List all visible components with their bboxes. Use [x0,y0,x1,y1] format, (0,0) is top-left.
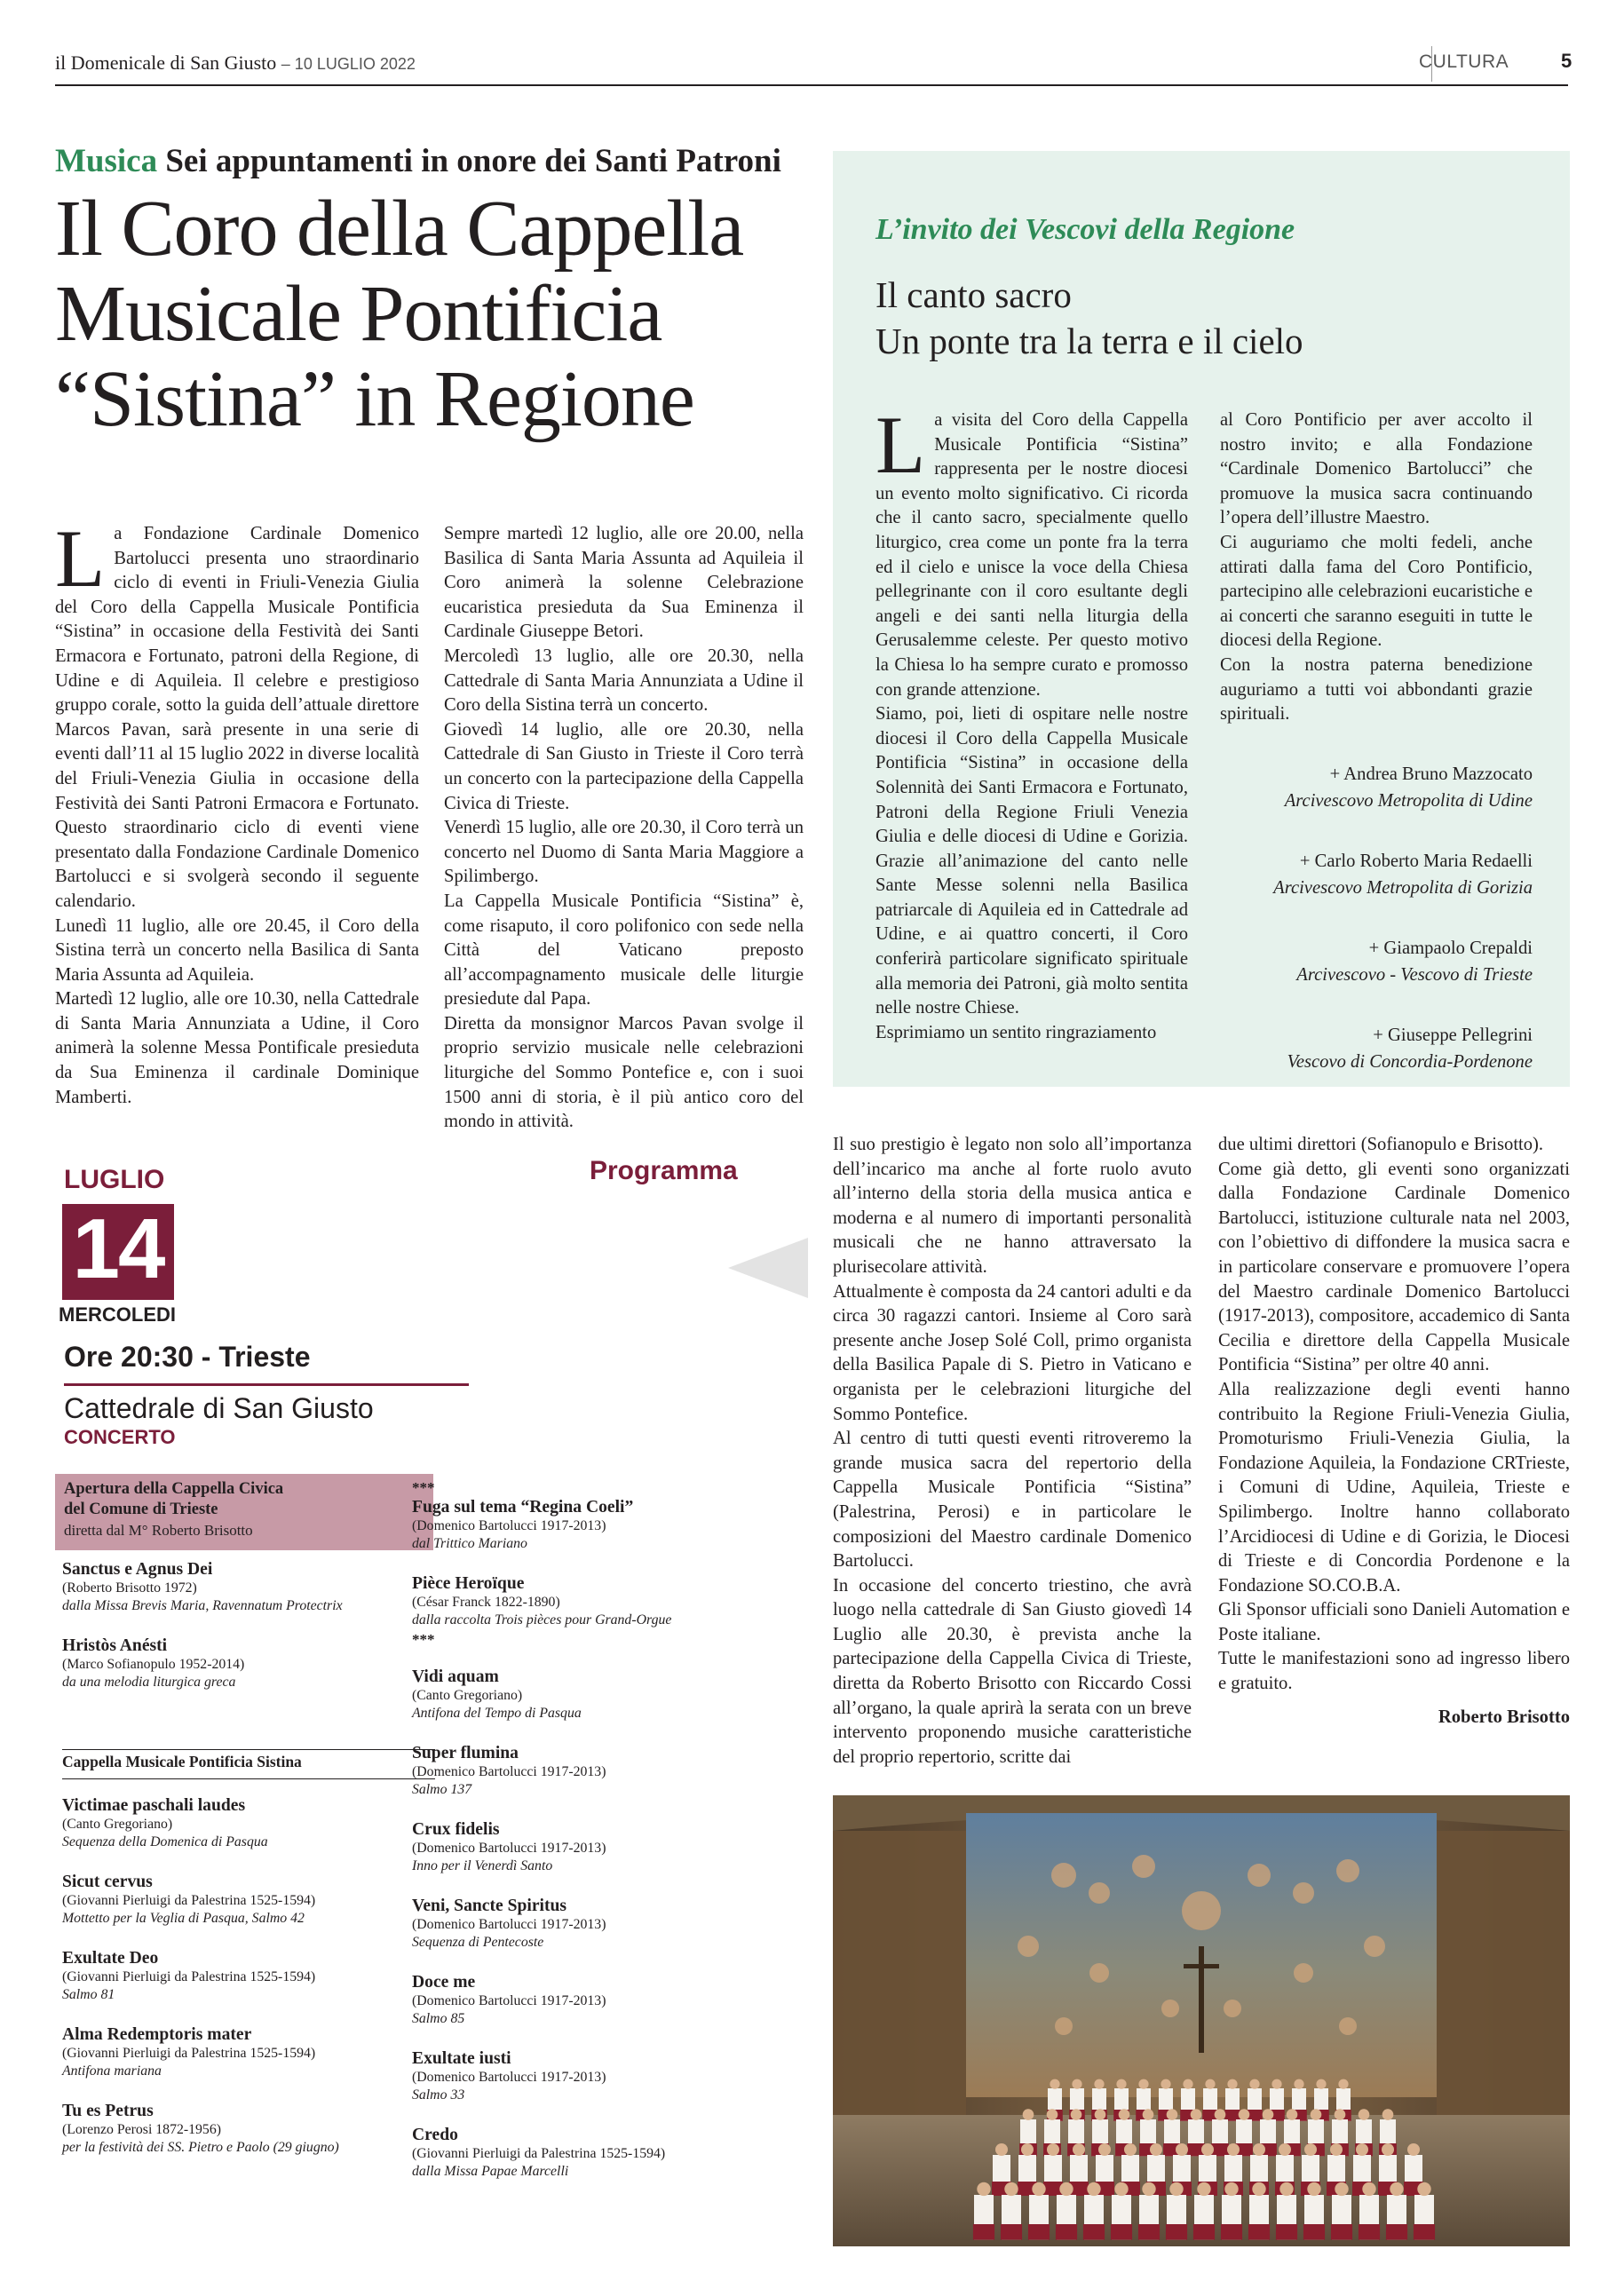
piece-note: Sequenza di Pentecoste [412,1935,544,1950]
paragraph: Al centro di tutti questi eventi ritroveremo la grande musica sacra del repertorio della Cappella Musicale Pontificia “Sistina” (Palestrina, Perosi) e in particolare le composizioni del Maestro cardinale Domenico Bartolucci. [833,1429,1192,1572]
piece-author: (Lorenzo Perosi 1872-1956) [62,2122,221,2137]
piece-note: Antifona del Tempo di Pasqua [412,1706,582,1721]
program-item [62,1795,435,1851]
program-type: CONCERTO [64,1426,176,1448]
piece-note: da una melodia liturgica greca [62,1675,236,1690]
paragraph: Attualmente è composta da 24 cantori adulti e da circa 30 ragazzi cantori. Insieme al Coro sarà presente anche Josep Solé Coll, primo organista della Basilica Papale di S. Pietro in Vaticano e organista per le celebrazioni liturgiche del Sommo Pontefice. [833,1281,1192,1424]
piece-title: Credo [412,2126,458,2144]
paragraph: Martedì 12 luglio, alle ore 10.30, nella Cattedrale di Santa Maria Annunziata a Udine, il Coro animerà la solenne Messa Pontificale presieduta da Sua Eminenza il cardinale Dominique Mamberti. [55,989,419,1107]
opening-box [55,1474,433,1550]
paragraph: a visita del Coro della Cappella Musicale Pontificia “Sistina” rappresenta per le nostre diocesi un evento molto significativo. Ci ricorda che il canto sacro, specialmente quello liturgico, crea come un ponte fra la terra ed il cielo e unisce la voce della Chiesa pellegrinante con il coro esultante degli angeli e dei santi nella liturgia della Gerusalemme celeste. Per questo motivo la Chiesa lo ha sempre curato e promosso con grande attenzione. [875,410,1188,700]
sidebar-title [875,272,1303,364]
program-item [62,1948,435,2004]
piece-author: (Domenico Bartolucci 1917-2013) [412,1993,606,2008]
signature-name: + Carlo Roberto Maria Redaelli [1299,851,1533,871]
piece-title: Crux fidelis [412,1820,500,1839]
page-number: 5 [1561,50,1573,72]
piece-author: (Giovanni Pierluigi da Palestrina 1525-1594) [62,1969,316,1984]
piece-title: Pièce Heroïque [412,1574,525,1593]
drop-cap: L [55,513,106,604]
paragraph: Gli Sponsor ufficiali sono Danieli Automation e Poste italiane. [1218,1600,1570,1644]
program-weekday: MERCOLEDI [59,1303,176,1326]
paragraph: La Cappella Musicale Pontificia “Sistina” è, come risaputo, il coro polifonico con sede nella Città del Vaticano preposto all’accompagnamento musicale delle liturgie presiedute dal Papa. [444,891,804,1010]
piece-note: per la festività dei SS. Pietro e Paolo (29 giugno) [62,2140,339,2155]
signature-role: Arcivescovo - Vescovo di Trieste [1296,964,1533,985]
piece-note: Salmo 137 [412,1782,472,1797]
program-item [62,2024,435,2080]
piece-title: Hristòs Anésti [62,1636,168,1655]
paragraph: Sempre martedì 12 luglio, alle ore 20.00, nella Basilica di Santa Maria Assunta ad Aquileia il Coro animerà la solenne Celebrazione eucaristica presieduta da Sua Eminenza il Cardinale Giuseppe Betori. [444,524,804,642]
paragraph: Alla realizzazione degli eventi hanno contribuito la Regione Friuli-Venezia Giulia, Promoturismo Friuli-Venezia Giulia, la Fondazione Aquileia, la Fondazione CRTrieste, i Comuni di Udine, Aquileia, Trieste e Spilimbergo. Inoltre hanno collaborato l’Arcidiocesi di Udine e di Gorizia, le Diocesi di Trieste e di Concordia Pordenone e la Fondazione SO.CO.B.A. [1218,1379,1570,1596]
separator-stars: *** [412,1479,435,1496]
paragraph: a Fondazione Cardinale Domenico Bartolucci presenta uno straordinario ciclo di eventi in Friuli-Venezia Giulia del Coro della Cappella Musicale Pontificia “Sistina” in occasione della Festività dei Santi Ermacora e Fortunato, patroni della Regione, di Udine e di Aquileia. Il celebre e prestigioso gruppo corale, sotto la guida dell’attuale direttore Marcos Pavan, sarà presente in una serie di eventi dall’11 al 15 luglio 2022 in diverse località del Friuli-Venezia Giulia in occasione della Festività dei Santi Patroni Ermacora e Fortunato. Questo straordinario ciclo di eventi viene presentato dalla Fondazione Cardinale Domenico Bartolucci e si svolgerà secondo il seguente calendario. [55,524,419,911]
piece-author: (Giovanni Pierluigi da Palestrina 1525-1594) [62,2046,316,2061]
program-item [62,1872,435,1928]
paragraph: Con la nostra paterna benedizione auguriamo a tutti voi abbondanti grazie spirituali. [1220,654,1533,725]
signature-role: Vescovo di Concordia-Pordenone [1287,1051,1533,1072]
program-item [412,1972,767,2028]
piece-author: (Domenico Bartolucci 1917-2013) [412,1764,606,1779]
program-item [412,1573,767,1629]
piece-author: (Domenico Bartolucci 1917-2013) [412,1841,606,1856]
article-column-3 [833,1133,1192,1770]
program-time-place: Ore 20:30 - Trieste [64,1341,311,1373]
program-arrow-shape [728,1238,808,1298]
masthead [55,51,416,75]
article-kicker [55,142,781,180]
sistina-section [62,1747,435,2177]
separator-stars: *** [412,1631,435,1648]
article-column-2 [444,522,804,1135]
divider [62,1778,435,1779]
paragraph: Tutte le manifestazioni sono ad ingresso libero e gratuito. [1218,1649,1570,1694]
paragraph: al Coro Pontificio per aver accolto il nostro invito; e alla Fondazione “Cardinale Domenico Bartolucci” che promuove la musica sacra continuando l’opera dell’illustre Maestro. [1220,410,1533,528]
piece-title: Fuga sul tema “Regina Coeli” [412,1498,634,1517]
program-item [62,2101,435,2157]
program-rule [64,1383,469,1386]
piece-author: (César Franck 1822-1890) [412,1595,560,1610]
paragraph: Ci auguriamo che molti fedeli, anche attirati dalla fama del Coro Pontificio, partecipino alle celebrazioni eucaristiche e ai concerti che saranno eseguiti in tutte le diocesi della Regione. [1220,532,1533,651]
signature-role: Arcivescovo Metropolita di Gorizia [1273,877,1533,898]
piece-note: Antifona mariana [62,2063,162,2079]
piece-author: (Domenico Bartolucci 1917-2013) [412,2070,606,2085]
signature [1220,761,1533,814]
piece-note: Salmo 33 [412,2087,465,2103]
piece-author: (Giovanni Pierluigi da Palestrina 1525-1594) [62,1893,316,1908]
signature-role: Arcivescovo Metropolita di Udine [1284,790,1533,811]
piece-title: Super flumina [412,1744,519,1762]
piece-title: Alma Redemptoris mater [62,2025,252,2044]
sidebar-column-2 [1220,408,1533,1075]
choir-photo-icon [833,1795,1570,2246]
piece-note: Sequenza della Domenica di Pasqua [62,1834,268,1849]
article-headline: Il Coro della Cappella Musicale Pontificia “Sistina” in Regione [55,185,744,443]
piece-author: (Giovanni Pierluigi da Palestrina 1525-1594) [412,2146,666,2161]
paragraph: Lunedì 11 luglio, alle ore 20.45, il Coro della Sistina terrà un concerto nella Basilica di Santa Maria Assunta ad Aquileia. [55,915,419,985]
piece-note: dal Trittico Mariano [412,1536,527,1551]
paragraph: In occasione del concerto triestino, che avrà luogo nella cattedrale di San Giusto giovedì 14 Luglio alle 20.30, è prevista anche la partecipazione della Cappella Civica di Trieste, diretta da Roberto Brisotto con Riccardo Cossi all’organo, la quale aprirà la serata con un breve intervento proponendo musiche caratteristiche del proprio repertorio, scritte dai [833,1575,1192,1767]
opening-director: diretta dal M° Roberto Brisotto [64,1522,253,1539]
section-label: CULTURA [1419,51,1509,72]
piece-author: (Domenico Bartolucci 1917-2013) [412,1917,606,1932]
paragraph: Diretta da monsignor Marcos Pavan svolge il proprio servizio musicale nelle celebrazioni liturgiche del Sommo Pontefice e, con i suoi 1500 anni di storia, è il più antico coro del mondo in attività. [444,1013,804,1132]
sidebar-title-line: Un ponte tra la terra e il cielo [875,321,1303,361]
paragraph: Siamo, poi, lieti di ospitare nelle nostre diocesi il Coro della Cappella Musicale Pontificia “Sistina” in occasione della Solennità dei Santi Ermacora e Fortunato, Patroni della Regione Friuli Venezia Giulia e delle diocesi di Udine e Gorizia. Grazie all’animazione del canto nelle Sante Messe solenni nella Basilica patriarcale di Aquileia ed in Cattedrale ad Udine, e ai quattro concerti, il Coro conferirà particolare significato spirituale alla memoria dei Patroni, già molto sentita nelle nostre Chiese. [875,704,1188,1018]
piece-title: Doce me [412,1973,476,1992]
signature-name: + Andrea Bruno Mazzocato [1329,764,1533,784]
piece-title: Sicut cervus [62,1873,153,1891]
divider [62,1749,435,1750]
paragraph: Come già detto, gli eventi sono organizzati dalla Fondazione Cardinale Domenico Bartolucci, istituzione culturale nata nel 2003, con l’obiettivo di diffondere la musica sacra e in particolare conservare e promuovere l’opera del Maestro cardinale Domenico Bartolucci (1917-2013), compositore, accademico di Santa Cecilia e direttore della Cappella Musicale Pontificia “Sistina” per oltre 40 anni. [1218,1159,1570,1375]
piece-author: (Marco Sofianopulo 1952-2014) [62,1657,245,1672]
program-day: 14 [72,1201,164,1296]
piece-author: (Canto Gregoriano) [412,1688,523,1703]
piece-note: Mottetto per la Veglia di Pasqua, Salmo 42 [62,1911,305,1926]
piece-title: Sanctus e Agnus Dei [62,1560,213,1579]
piece-author: (Canto Gregoriano) [62,1817,173,1832]
signature [1220,848,1533,901]
paragraph: Venerdì 15 luglio, alle ore 20.30, il Coro terrà un concerto nel Duomo di Santa Maria Maggiore a Spilimbergo. [444,818,804,887]
opening-line: del Comune di Trieste [64,1501,218,1518]
header-rule [55,84,1568,86]
program-month: LUGLIO [64,1165,165,1194]
article-column-1 [55,513,419,1110]
program-item [412,1896,767,1952]
issue-date: – 10 LUGLIO 2022 [281,55,416,73]
signature [1220,935,1533,988]
piece-title: Exultate iusti [412,2049,511,2068]
paragraph: Giovedì 14 luglio, alle ore 20.30, nella Cattedrale di San Giusto in Trieste il Coro terrà un concerto con la partecipazione della Cappella Civica di Trieste. [444,719,804,813]
program-item [412,1819,767,1875]
program-item [412,1497,767,1553]
sidebar-title-line: Il canto sacro [875,274,1072,315]
piece-note: dalla raccolta Trois pièces pour Grand-Orgue [412,1612,672,1628]
piece-note: dalla Missa Brevis Maria, Ravennatum Protectrix [62,1598,343,1613]
piece-note: Salmo 85 [412,2011,465,2026]
program-venue: Cattedrale di San Giusto [64,1392,374,1424]
program-item [62,1635,435,1691]
sidebar-column-1 [875,400,1188,1045]
paragraph: Mercoledì 13 luglio, alle ore 20.30, nella Cattedrale di Santa Maria Annunziata a Udine il Coro della Sistina terrà un concerto. [444,645,804,716]
signature-name: + Giampaolo Crepaldi [1368,938,1533,958]
piece-author: (Domenico Bartolucci 1917-2013) [412,1518,606,1533]
program-title: Programma [590,1156,738,1185]
opening-line: Apertura della Cappella Civica [64,1480,284,1498]
signature [1220,1022,1533,1075]
article-column-4 [1218,1133,1570,1730]
piece-note: Inno per il Venerdì Santo [412,1858,553,1873]
piece-title: Tu es Petrus [62,2102,154,2120]
kicker-text: Sei appuntamenti in onore dei Santi Patroni [165,143,781,179]
kicker-label: Musica [55,143,158,179]
sidebar-kicker: L’invito dei Vescovi della Regione [875,213,1295,246]
paragraph: Esprimiamo un sentito ringraziamento [875,1022,1157,1042]
drop-cap: L [875,400,926,490]
program-column-2 [412,1479,767,2201]
piece-note: dalla Missa Papae Marcelli [412,2164,569,2179]
masthead-title: il Domenicale di San Giusto [55,51,277,74]
program-column-1 [62,1559,435,1712]
program-item [412,1667,767,1723]
paragraph: Il suo prestigio è legato non solo all’importanza dell’incarico ma anche al forte ruolo avuto all’interno della storia della musica antica e moderna e al numero di importanti personalità musicali che ne hanno attraversato la plurisecolare attività. [833,1135,1192,1277]
program-item [412,1743,767,1799]
piece-title: Vidi aquam [412,1667,499,1686]
piece-title: Veni, Sancte Spiritus [412,1897,567,1915]
program-item [62,1559,435,1615]
sistina-label: Cappella Musicale Pontificia Sistina [62,1753,302,1770]
piece-note: Salmo 81 [62,1987,115,2002]
signature-name: + Giuseppe Pellegrini [1373,1025,1533,1045]
byline: Roberto Brisotto [1438,1707,1570,1727]
piece-title: Victimae paschali laudes [62,1796,246,1815]
program-item [412,2048,767,2104]
program-item [412,2125,767,2181]
piece-title: Exultate Deo [62,1949,159,1968]
paragraph: due ultimi direttori (Sofianopulo e Brisotto). [1218,1135,1544,1154]
piece-author: (Roberto Brisotto 1972) [62,1580,197,1596]
